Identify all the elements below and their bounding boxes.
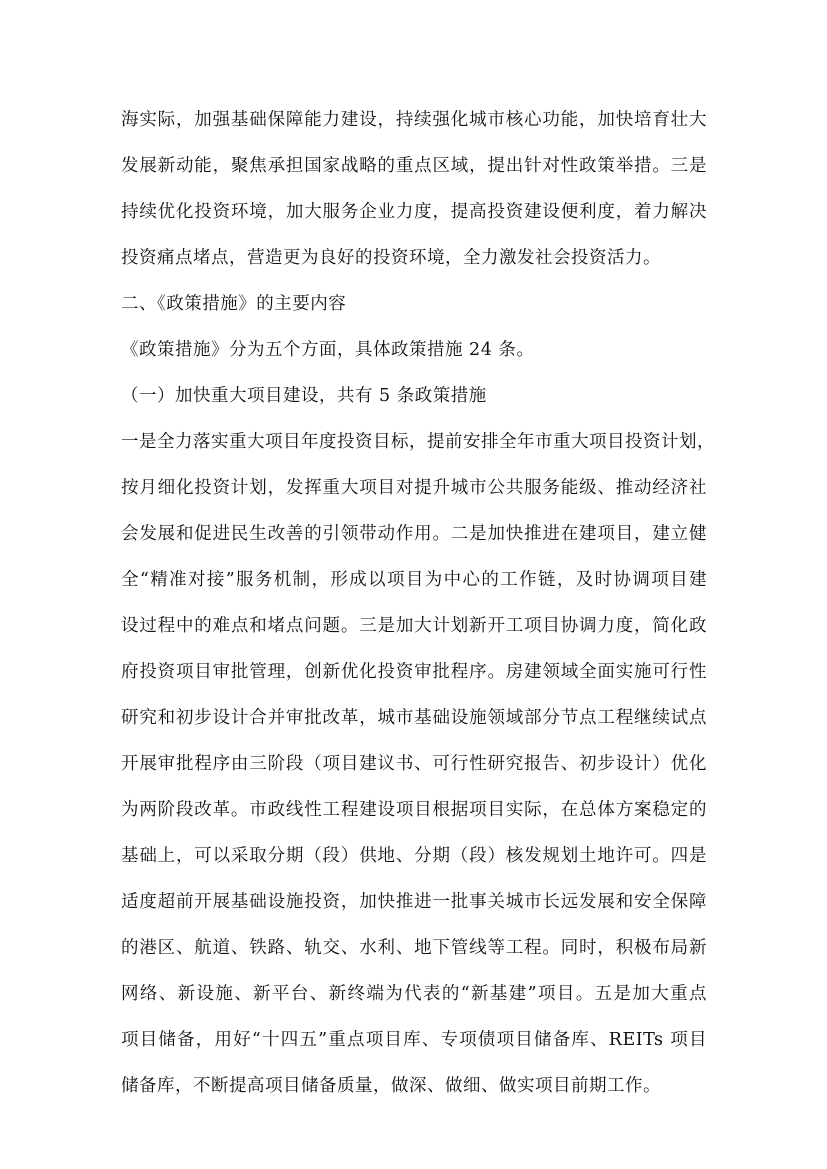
paragraph-line: 会发展和促进民生改善的引领带动作用。二是加快推进在建项目，建立健 [121,524,707,544]
paragraph-line: 的港区、航道、铁路、轨交、水利、地下管线等工程。同时，积极布局新 [121,938,707,958]
paragraph-line: 网络、新设施、新平台、新终端为代表的“新基建”项目。五是加大重点 [121,984,707,1004]
paragraph-line: 全“精准对接”服务机制，形成以项目为中心的工作链，及时协调项目建 [121,570,707,590]
paragraph-line: 设过程中的难点和堵点问题。三是加大计划新开工项目协调力度，简化政 [121,616,707,636]
paragraph-line: 基础上，可以采取分期（段）供地、分期（段）核发规划土地许可。四是 [121,846,707,866]
paragraph-line: 适度超前开展基础设施投资，加快推进一批事关城市长远发展和安全保障 [121,892,707,912]
paragraph-line: 储备库，不断提高项目储备质量，做深、做细、做实项目前期工作。 [121,1076,661,1096]
paragraph-line: 项目储备，用好“十四五”重点项目库、专项债项目储备库、REITs 项目 [121,1030,707,1050]
paragraph-line: 持续优化投资环境，加大服务企业力度，提高投资建设便利度，着力解决 [121,202,707,222]
section-heading: 二、《政策措施》的主要内容 [121,294,347,314]
paragraph-line: 按月细化投资计划，发挥重大项目对提升城市公共服务能级、推动经济社 [121,478,707,498]
paragraph-line: 一是全力落实重大项目年度投资目标，提前安排全年市重大项目投资计划， [121,432,715,452]
paragraph-line: 开展审批程序由三阶段（项目建议书、可行性研究报告、初步设计）优化 [121,754,707,774]
paragraph-line: 海实际，加强基础保障能力建设，持续强化城市核心功能，加快培育壮大 [121,110,707,130]
paragraph-line: 研究和初步设计合并审批改革，城市基础设施领域部分节点工程继续试点 [121,708,707,728]
paragraph-line: 为两阶段改革。市政线性工程建设项目根据项目实际，在总体方案稳定的 [121,800,707,820]
subsection-heading: （一）加快重大项目建设，共有 5 条政策措施 [121,386,487,406]
paragraph-line: 《政策措施》分为五个方面，具体政策措施 24 条。 [121,340,535,360]
paragraph-line: 发展新动能，聚焦承担国家战略的重点区域，提出针对性政策举措。三是 [121,156,707,176]
paragraph-line: 府投资项目审批管理，创新优化投资审批程序。房建领域全面实施可行性 [121,662,707,682]
paragraph-line: 投资痛点堵点，营造更为良好的投资环境，全力激发社会投资活力。 [121,248,661,268]
